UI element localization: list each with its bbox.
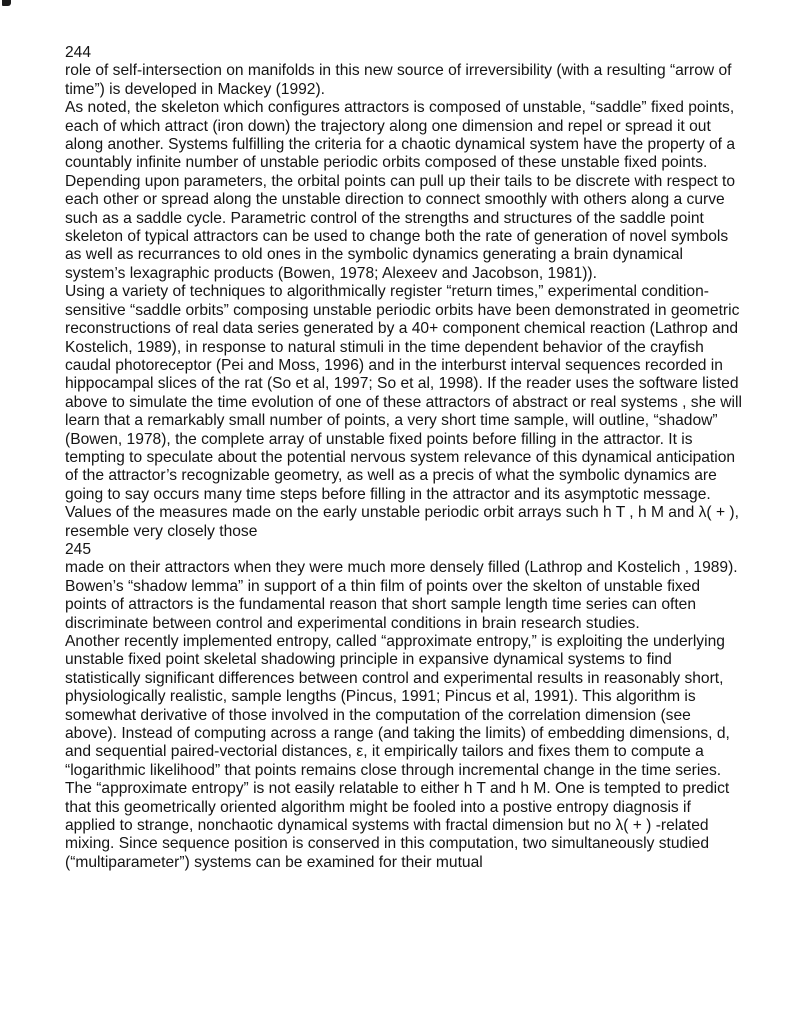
page-number: 245 <box>65 540 92 558</box>
scan-artifact <box>2 0 11 6</box>
page-number: 244 <box>65 44 92 61</box>
paragraph: Another recently implemented entropy, called “approximate entropy,” is exploiting the underlying unstable fixed point skeletal shadowing principle in expansive dynamical systems to find statistically significant differences between control and experimental results in reasonably short, physiologically realistic, sample lengths (Pincus, 1991; Pincus et al, 1991). This algorithm is somewhat derivative of those involved in the computation of the correlation dimension (see above). Instead of computing across a range (and taking the limits) of embedding dimensions, d, and sequential paired-vectorial distances, ε, it empirically tailors and fixes them to compute a “logarithmic likelihood” that points remains close through incremental change in the time series. The “approximate entropy” is not easily relatable to either h T and h M. One is tempted to predict that this geometrically oriented algorithm might be fooled into a postive entropy diagnosis if applied to strange, nonchaotic dynamical systems with fractal dimension but no λ( + ) -related mixing. Since sequence position is conserved in this computation, two simultaneously studied (“multiparameter”) systems can be examined for their mutual <box>65 633 730 871</box>
paragraph: role of self-intersection on manifolds in this new source of irreversibility (with a resulting “arrow of time”) is developed in Mackey (1992). <box>65 62 732 98</box>
paragraph: As noted, the skeleton which configures attractors is composed of unstable, “saddle” fixed points, each of which attract (iron down) the trajectory along one dimension and repel or spread it out along another. Systems fulfilling the criteria for a chaotic dynamical system have the property of a countably infinite number of unstable periodic orbits composed of these unstable fixed points. Depending upon parameters, the orbital points can pull up their tails to be discrete with respect to each other or spread along the unstable direction to connect smoothly with others along a curve such as a saddle cycle. Parametric control of the strengths and structures of the saddle point skeleton of typical attractors can be used to change both the rate of generation of novel symbols as well as recurrances to old ones in the symbolic dynamics generating a brain dynamical system’s lexagraphic products (Bowen, 1978; Alexeev and Jacobson, 1981)). <box>65 99 736 282</box>
paragraph: made on their attractors when they were much more densely filled (Lathrop and Kostelich , 1989). Bowen’s “shadow lemma” in support of a thin film of points over the skelton of unstable fixed points of attractors is the fundamental reason that short sample length time series can often discriminate between control and experimental conditions in brain research studies. <box>65 559 738 632</box>
paragraph: Using a variety of techniques to algorithmically register “return times,” experimental condition-sensitive “saddle orbits” composing unstable periodic orbits have been demonstrated in geometric reconstructions of real data series generated by a 40+ component chemical reaction (Lathrop and Kostelich, 1989), in response to natural stimuli in the time dependent behavior of the crayfish caudal photoreceptor (Pei and Moss, 1996) and in the interburst interval sequences recorded in hippocampal slices of the rat (So et al, 1997; So et al, 1998). If the reader uses the software listed above to simulate the time evolution of one of these attractors of abstract or real systems , she will learn that a remarkably small number of points, a very short time sample, will outline, “shadow” (Bowen, 1978), the complete array of unstable fixed points before filling in the attractor. It is tempting to speculate about the potential nervous system relevance of this dynamical anticipation of the attractor’s recognizable geometry, as well as a precis of what the symbolic dynamics are going to say occurs many time steps before filling in the attractor and its asymptotic message. Values of the measures made on the early unstable periodic orbit arrays such h T , h M and λ( + ), resemble very closely those <box>65 283 742 540</box>
